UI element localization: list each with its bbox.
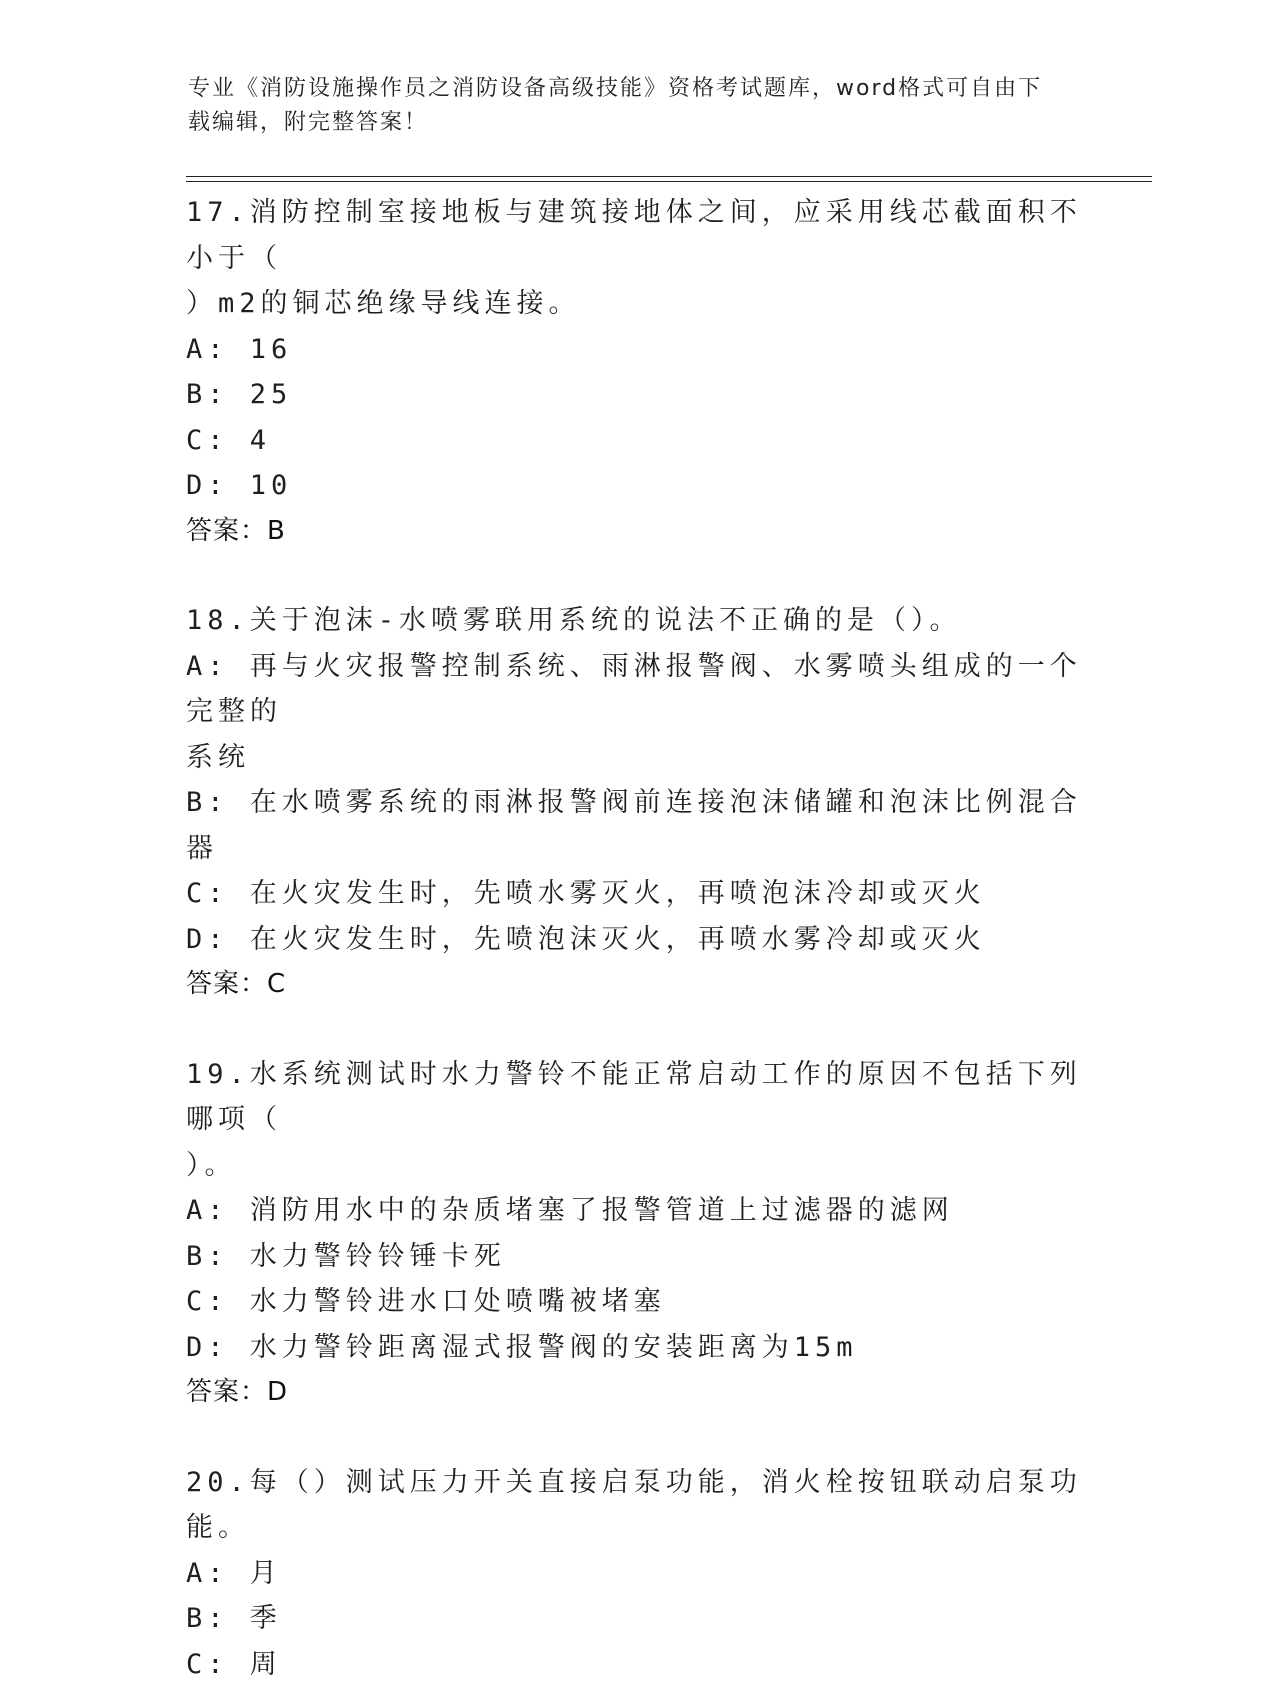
option-a-continued: 系统 (186, 735, 1086, 781)
answer-line: 答案：D (186, 1370, 1086, 1416)
option-d: D: 在火灾发生时，先喷泡沫灭火，再喷水雾冷却或灭火 (186, 917, 1086, 963)
option-d: D: 10 (186, 463, 1086, 509)
question-stem-continued: ）m2的铜芯绝缘导线连接。 (186, 281, 1086, 327)
option-d: D: 水力警铃距离湿式报警阀的安装距离为15m (186, 1325, 1086, 1371)
option-c: C: 周 (186, 1642, 1086, 1687)
option-b: B: 25 (186, 372, 1086, 418)
question-stem: 20.每（）测试压力开关直接启泵功能，消火栓按钮联动启泵功能。 (186, 1460, 1086, 1551)
header-line-2: 载编辑，附完整答案！ (188, 106, 1088, 140)
header-divider-top (186, 176, 1152, 177)
question-stem: 17.消防控制室接地板与建筑接地体之间，应采用线芯截面积不小于（ (186, 190, 1086, 281)
option-a: A: 月 (186, 1551, 1086, 1597)
document-header (188, 72, 1088, 140)
option-a: A: 16 (186, 327, 1086, 373)
option-b: B: 水力警铃铃锤卡死 (186, 1234, 1086, 1280)
option-b: B: 在水喷雾系统的雨淋报警阀前连接泡沫储罐和泡沫比例混合器 (186, 780, 1086, 871)
option-a: A: 再与火灾报警控制系统、雨淋报警阀、水雾喷头组成的一个完整的 (186, 644, 1086, 735)
answer-line: 答案：B (186, 509, 1086, 555)
spacer (186, 1008, 1086, 1052)
option-a: A: 消防用水中的杂质堵塞了报警管道上过滤器的滤网 (186, 1188, 1086, 1234)
option-c: C: 4 (186, 418, 1086, 464)
question-list (186, 190, 1086, 1687)
question-19 (186, 1052, 1086, 1416)
answer-line: 答案：C (186, 962, 1086, 1008)
question-17 (186, 190, 1086, 554)
spacer (186, 1416, 1086, 1460)
option-b: B: 季 (186, 1596, 1086, 1642)
question-stem: 18.关于泡沫-水喷雾联用系统的说法不正确的是（）。 (186, 598, 1086, 644)
spacer (186, 554, 1086, 598)
option-c: C: 水力警铃进水口处喷嘴被堵塞 (186, 1279, 1086, 1325)
question-stem-continued: ）。 (186, 1143, 1086, 1189)
question-stem: 19.水系统测试时水力警铃不能正常启动工作的原因不包括下列哪项（ (186, 1052, 1086, 1143)
option-c: C: 在火灾发生时，先喷水雾灭火，再喷泡沫冷却或灭火 (186, 871, 1086, 917)
question-18 (186, 598, 1086, 1008)
question-20 (186, 1460, 1086, 1687)
header-line-1: 专业《消防设施操作员之消防设备高级技能》资格考试题库，word格式可自由下 (188, 72, 1088, 106)
header-divider-bottom (186, 181, 1152, 182)
